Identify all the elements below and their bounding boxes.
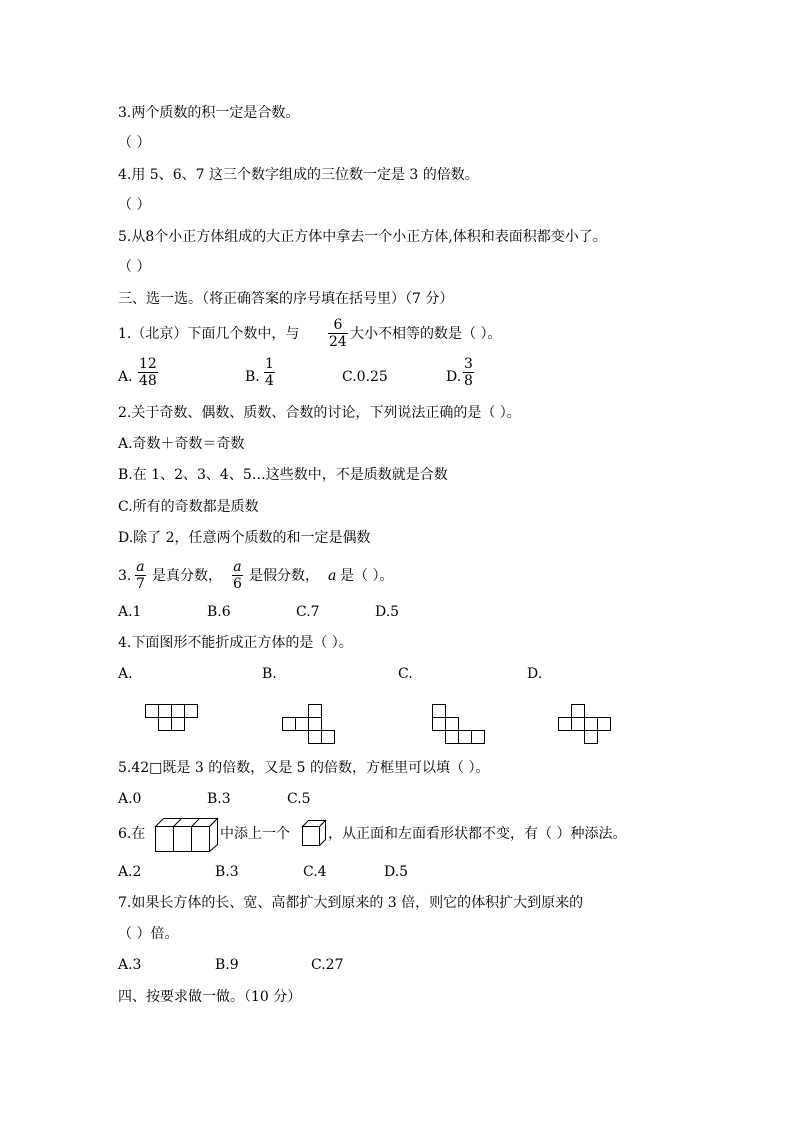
cube-net-a [145, 704, 201, 732]
fraction-numerator: a [136, 559, 145, 575]
single-cube-icon [302, 820, 326, 846]
q1-option-b-fraction [264, 356, 275, 389]
q2-option-d: D.除了 2，任意两个质数的和一定是偶数 [118, 530, 371, 546]
section3-title: 三、选一选。（将正确答案的序号填在括号里）（7 分） [118, 291, 454, 307]
choice-q7-stem-line2[interactable]: （ ）倍。 [118, 926, 179, 942]
choice-q4-stem: 4.下面图形不能折成正方体的是（ ）。 [118, 635, 353, 651]
q6-option-d: D.5 [384, 864, 409, 880]
fraction-denominator: 48 [139, 373, 157, 389]
section4-title: 四、按要求做一做。（10 分） [118, 989, 302, 1005]
q3-fraction-a-over-6 [232, 559, 243, 592]
q2-option-b: B.在 1、2、3、4、5…这些数中，不是质数就是合数 [118, 467, 448, 483]
q1-option-d-label: D. [446, 369, 462, 385]
fraction-numerator: a [233, 559, 242, 575]
judge-q4-answer-paren[interactable]: （ ） [118, 197, 151, 213]
q4-option-a: A. [118, 666, 133, 682]
q1-option-a-fraction [138, 356, 158, 389]
fraction-numerator: 3 [464, 356, 473, 372]
q7-option-a: A.3 [118, 957, 142, 973]
judge-q5-answer-paren[interactable]: （ ） [118, 259, 151, 275]
choice-q5-stem: 5.42□既是 3 的倍数，又是 5 的倍数，方框里可以填（ ）。 [118, 760, 490, 776]
choice-q1-prefix: 1.（北京）下面几个数中，与 [118, 326, 300, 342]
q7-option-b: B.9 [215, 957, 239, 973]
q3-option-b: B.6 [207, 604, 231, 620]
q6-option-b: B.3 [215, 864, 239, 880]
q5-option-a: A.0 [118, 791, 142, 807]
q2-option-a: A.奇数＋奇数＝奇数 [118, 436, 245, 452]
fraction-denominator: 7 [136, 576, 145, 592]
q3-fraction-a-over-7 [135, 559, 146, 592]
judge-q3-answer-paren[interactable]: （ ） [118, 135, 151, 151]
fraction-numerator: 6 [328, 317, 348, 334]
q4-option-d: D. [527, 666, 543, 682]
fraction-numerator: 12 [139, 356, 157, 372]
three-cube-row-icon [155, 818, 219, 852]
cube-net-c [432, 704, 486, 744]
choice-q7-stem: 7.如果长方体的长、宽、高都扩大到原来的 3 倍，则它的体积扩大到原来的 [118, 895, 584, 911]
q4-option-b: B. [262, 666, 277, 682]
q3-text-improper: 是假分数， [249, 568, 319, 584]
q3-text-proper: 是真分数， [152, 568, 222, 584]
q6-option-c: C.4 [303, 864, 327, 880]
judge-q3: 3.两个质数的积一定是合数。 [118, 105, 300, 121]
fraction-denominator: 24 [329, 334, 347, 350]
q1-option-b-label: B. [245, 369, 260, 385]
fraction-denominator: 6 [233, 576, 242, 592]
fraction-numerator: 1 [265, 356, 274, 372]
fraction-denominator: 4 [265, 373, 274, 389]
cube-net-b [282, 704, 336, 744]
q7-option-c: C.27 [311, 957, 344, 973]
choice-q6-prefix: 6.在 [118, 826, 146, 842]
q3-option-d: D.5 [375, 604, 400, 620]
q4-option-c: C. [398, 666, 413, 682]
q3-text-end: 是（ ）。 [340, 568, 394, 584]
q3-option-c: C.7 [296, 604, 320, 620]
q3-option-a: A.1 [118, 604, 142, 620]
judge-q4: 4.用 5、6、7 这三个数字组成的三位数一定是 3 的倍数。 [118, 167, 479, 183]
cube-net-d [558, 704, 612, 744]
q1-option-c: C.0.25 [342, 369, 388, 385]
q1-option-d-fraction [463, 356, 474, 389]
choice-q6-mid: 中添上一个 [220, 826, 290, 842]
fraction-denominator: 8 [464, 373, 473, 389]
choice-q3-number: 3. [118, 568, 132, 584]
choice-q2-stem: 2.关于奇数、偶数、质数、合数的讨论，下列说法正确的是（ ）。 [118, 405, 521, 421]
q6-option-a: A.2 [118, 864, 142, 880]
judge-q5: 5.从8个小正方体组成的大正方体中拿去一个小正方体,体积和表面积都变小了。 [118, 229, 607, 245]
choice-q1-suffix: 大小不相等的数是（ ）。 [350, 326, 502, 342]
q5-option-b: B.3 [207, 791, 231, 807]
q5-option-c: C.5 [287, 791, 311, 807]
q3-variable-a: a [328, 568, 337, 584]
q2-option-c: C.所有的奇数都是质数 [118, 499, 259, 515]
q1-option-a-label: A. [118, 369, 133, 385]
choice-q6-suffix: ，从正面和左面看形状都不变，有（ ）种添法。 [328, 826, 627, 842]
choice-q1-fraction [328, 317, 348, 350]
